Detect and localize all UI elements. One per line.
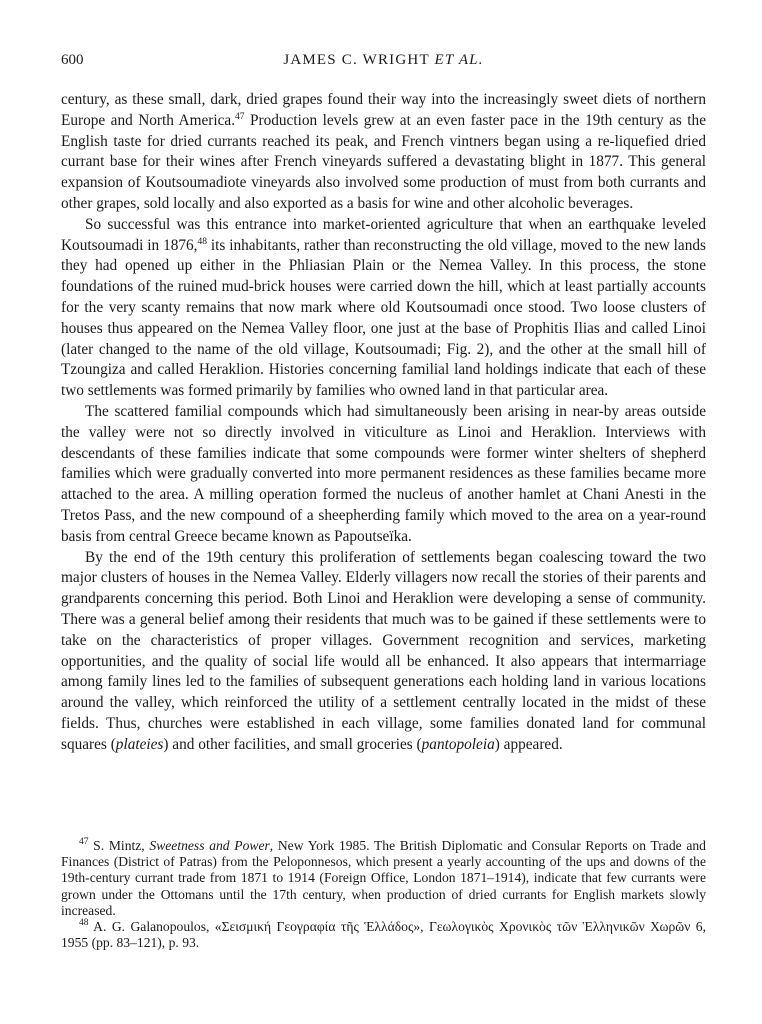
footnote-ref-47: 47 <box>235 111 245 122</box>
running-head <box>61 52 706 69</box>
footnote-48 <box>61 919 706 951</box>
footnote-48-citation: 6, 1955 (pp. 83–121), p. 93. <box>61 919 707 951</box>
page-header <box>61 50 706 74</box>
footnote-47-text: , New York 1985. The British Diplomatic and Consular Reports on Trade and Finances (District of Patras) from the Peloponnesos, which present a yearly accounting of the ups and downs of the 19th-century currant trade from 1871 to 1914 (Foreign Office, London 1871–1914), indicate that few currants were grown under the Ottomans until the 17th century, when production of dried currants for English markets slowly increased. <box>61 838 706 918</box>
paragraph-4 <box>61 548 706 756</box>
footnote-ref-48: 48 <box>197 236 207 247</box>
paragraph-2-text: So successful was this entrance into market-oriented agriculture that when an earthquake leveled Koutsoumadi in 1876, <box>61 215 706 254</box>
paragraph-4-end: ) appeared. <box>494 735 563 753</box>
footnote-48-number: 48 <box>79 918 89 929</box>
paragraph-1-text: century, as these small, dark, dried grapes found their way into the increasingly sweet diets of northern Europe and North America. <box>61 91 706 129</box>
term-plateies: plateies <box>115 735 164 753</box>
footnote-48-journal: Γεωλογικὸς Χρονικὸς τῶν Ἑλληνικῶν Χωρῶν <box>428 919 691 935</box>
paragraph-1-cont: Production levels grew at an even faster pace in the 19th century as the English taste for dried currants reached its peak, and French vintners began using a re-liquefied dried currant base for their wines after French vineyards suffered a devastating blight in 1877. This general expansion of Koutsoumadiote vineyards also involved some production of must from both currants and other grapes, sold locally and also exported as a basis for wine and other alcoholic beverages. <box>61 111 706 212</box>
footnote-48-article-title: Σεισμική Γεογραφία τῆς Ἑλλάδος <box>221 919 414 935</box>
body-text <box>61 90 706 756</box>
paragraph-4-cont: ) and other facilities, and small groceries ( <box>163 735 422 753</box>
running-head-et-al: ET AL. <box>434 52 484 68</box>
paragraph-2-cont: its inhabitants, rather than reconstructing the old village, moved to the new lands they had opened up either in the Phliasian Plain or the Nemea Valley. In this process, the stone foundations of the ruined mud-brick houses were carried down the hill, which at least partially accounts for the very scanty remains that now mark where old Koutsoumadi once stood. Two loose clusters of houses thus appeared on the Nemea Valley floor, one just at the base of Prophitis Ilias and called Linoi (later changed to the name of the old village, Koutsoumadi; Fig. 2), and the other at the small hill of Tzoungiza and called Heraklion. Histories concerning familial land holdings indicate that each of these two settlements was formed primarily by families who owned land in that particular area. <box>61 236 706 400</box>
paragraph-1 <box>61 90 706 215</box>
paragraph-4-text: By the end of the 19th century this proliferation of settlements began coalescing toward the two major clusters of houses in the Nemea Valley. Elderly villagers now recall the stories of their parents and grandparents concerning this period. Both Linoi and Heraklion were developing a sense of community. There was a general belief among their residents that much was to be gained if these settlements were to take on the characteristics of proper villages. Government recognition and services, marketing opportunities, and the quality of social life would all be enhanced. It also appears that intermarriage among family lines led to the families of subsequent generations each holding land in various locations around the valley, which reinforced the utility of a settlement centrally located in the midst of these fields. Thus, churches were established in each village, some families donated land for communal squares ( <box>61 548 706 753</box>
footnote-47 <box>61 838 706 919</box>
footnote-48-author: A. G. Galanopoulos, « <box>88 919 222 935</box>
page-number: 600 <box>61 52 84 68</box>
footnote-48-sep: », <box>413 919 429 935</box>
footnote-47-author: S. Mintz, <box>88 838 150 853</box>
footnote-47-number: 47 <box>79 837 89 847</box>
running-head-author: JAMES C. WRIGHT <box>283 52 430 68</box>
footnotes <box>61 838 706 951</box>
footnote-47-title: Sweetness and Power <box>149 838 270 853</box>
paragraph-2 <box>61 215 706 402</box>
paragraph-3: The scattered familial compounds which had simultaneously been arising in near-by areas outside the valley were not so directly involved in viticulture as Linoi and Heraklion. Interviews with descendants of these families indicate that some compounds were former winter shelters of shepherd families which were gradually converted into more permanent residences as these families became more attached to the area. A milling operation formed the nucleus of another hamlet at Chani Anesti in the Tretos Pass, and the new compound of a sheepherding family which moved to the area on a year-round basis from central Greece became known as Papoutseïka. <box>61 402 706 545</box>
term-pantopoleia: pantopoleia <box>421 735 495 753</box>
